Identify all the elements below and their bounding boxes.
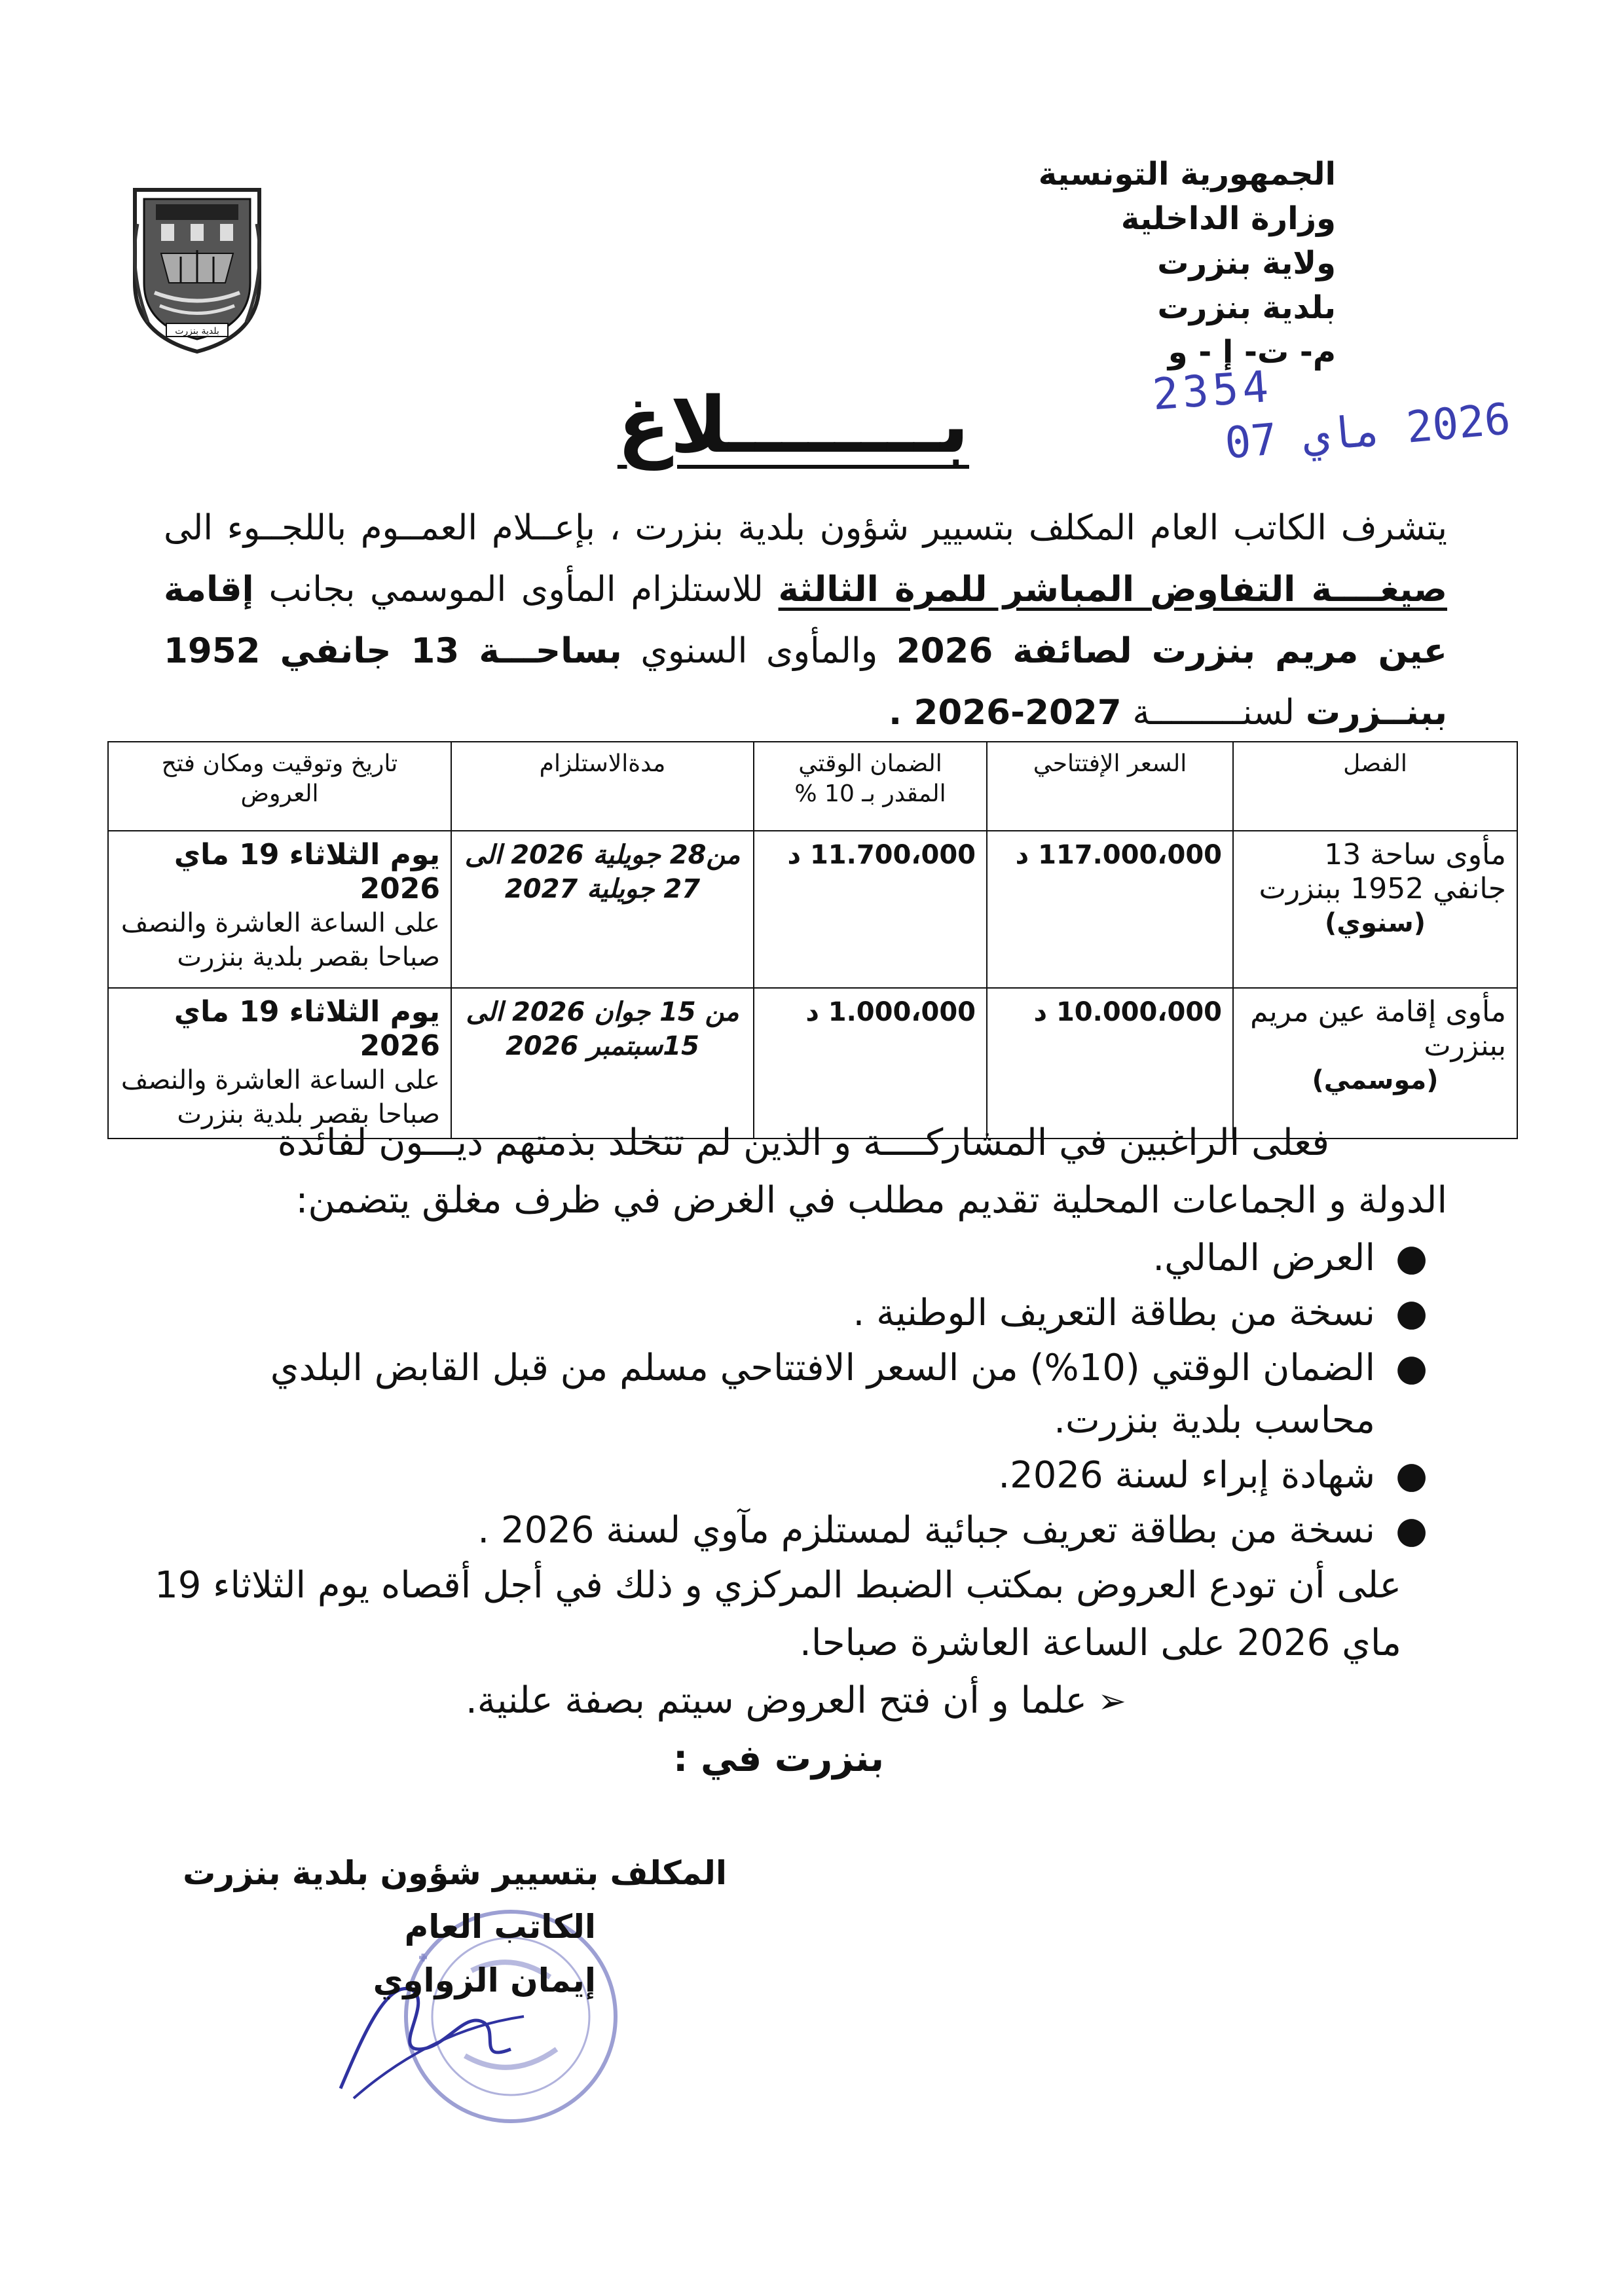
- letterhead-republic: الجمهورية التونسية: [1038, 156, 1336, 192]
- site-note: (سنوي): [1325, 908, 1426, 938]
- opening-date: يوم الثلاثاء 19 ماي 2026: [174, 995, 440, 1063]
- bullet-icon: ●: [1395, 1509, 1428, 1552]
- document-text: العرض المالي.: [1153, 1237, 1375, 1279]
- document-text: شهادة إبراء لسنة 2026.: [998, 1454, 1375, 1497]
- signature-block: [183, 1846, 727, 2007]
- public-opening-text: علما و أن فتح العروض سيتم بصفة علنية.: [466, 1679, 1087, 1722]
- letterhead-ministry: وزارة الداخلية: [1120, 200, 1336, 237]
- document-text: نسخة من بطاقة التعريف الوطنية .: [853, 1292, 1375, 1334]
- bullet-icon: ●: [1395, 1454, 1428, 1497]
- emblem-label: بلدية بنزرت: [175, 326, 219, 337]
- intro-part1: يتشرف الكاتب العام المكلف بتسيير شؤون بلدية بنزرت ، بإعــلام العمــوم باللجــوء الى: [164, 508, 1447, 548]
- intro-part3: للاستلزام المأوى الموسمي بجانب: [253, 570, 779, 610]
- document-text: نسخة من بطاقة تعريف جبائية لمستلزم مآوي لسنة 2026 .: [477, 1509, 1375, 1552]
- required-documents-list: [138, 1232, 1447, 1557]
- header-site: الفصل: [1233, 742, 1517, 831]
- header-period: مدةالاستلزام: [451, 742, 754, 831]
- reference-number: 2354: [1151, 361, 1274, 420]
- deadline-text: على أن تودع العروض بمكتب الضبط المركزي و ذلك في أجل أقصاه يوم الثلاثاء 19 ماي 2026 على الساعة العاشرة صباحا.: [155, 1564, 1401, 1664]
- bullet-icon: ●: [1395, 1237, 1428, 1279]
- cell-opening-price: 10.000،000 د: [987, 988, 1233, 1139]
- intro-annual-site: بساحـــة 13 جانفي 1952 ببنــزرت: [164, 631, 1447, 733]
- cell-opening-price: 117.000،000 د: [987, 831, 1233, 988]
- intro-procedure: صيغــــة التفاوض المباشر للمرة الثالثة: [778, 570, 1447, 610]
- intro-year: 2027-2026 .: [888, 693, 1122, 733]
- list-item: [138, 1504, 1447, 1557]
- place-date: بنزرت في :: [673, 1738, 884, 1780]
- site-name: مأوى إقامة عين مريم ببنزرت: [1250, 995, 1506, 1063]
- table-header-row: [108, 742, 1517, 831]
- lots-table: [107, 741, 1518, 1139]
- signatory-title: الكاتب العام: [404, 1908, 596, 1946]
- bullet-icon: ●: [1395, 1292, 1428, 1334]
- cell-guarantee: 1.000،000 د: [754, 988, 987, 1139]
- opening-time: على الساعة العاشرة والنصف: [120, 1065, 440, 1095]
- arrow-bullet-icon: ➢: [1086, 1682, 1126, 1721]
- opening-date: يوم الثلاثاء 19 ماي 2026: [174, 838, 440, 905]
- list-item: [138, 1449, 1447, 1502]
- site-note: (موسمي): [1312, 1065, 1439, 1095]
- public-opening-line: [138, 1672, 1447, 1730]
- bullet-icon: ●: [1395, 1347, 1428, 1389]
- signatory-office: المكلف بتسيير شؤون بلدية بنزرت: [183, 1854, 727, 1892]
- conditions-intro-line2: الدولة و الجماعات المحلية تقديم مطلب في الغرض في ظرف مغلق يتضمن:: [295, 1179, 1447, 1222]
- site-name: مأوى ساحة 13 جانفي 1952 ببنزرت: [1259, 838, 1506, 905]
- intro-part7: لسنـــــــــة: [1121, 693, 1306, 733]
- opening-place: صباحا بقصر بلدية بنزرت: [177, 1099, 440, 1129]
- letterhead-department: م- ت- إ - و: [1168, 334, 1336, 371]
- list-item: [138, 1342, 1447, 1447]
- letterhead-governorate: ولاية بنزرت: [1157, 245, 1336, 282]
- header-opening-price: السعر الإفتتاحي: [987, 742, 1233, 831]
- document-title: بــــــــلاغ: [617, 380, 969, 470]
- intro-paragraph: [164, 498, 1447, 744]
- list-item: [138, 1287, 1447, 1339]
- intro-seasonal-site: إقامة عين مريم بنزرت لصائفة 2026: [164, 570, 1448, 671]
- conditions-intro-line1: فعلى الراغبين في المشاركــــة و الذين لم تتخلد بذمتهم ديـــون لفائدة: [277, 1121, 1329, 1164]
- cell-site: [1233, 831, 1517, 988]
- cell-guarantee: 11.700،000 د: [754, 831, 987, 988]
- intro-part5: والمأوى السنوي: [621, 631, 896, 671]
- letterhead: [930, 152, 1336, 374]
- conditions-section: [138, 1114, 1447, 1788]
- signatory-name: إيمان الزواوي: [373, 1961, 596, 1999]
- cell-period: من28 جويلية 2026 الى 27 جويلية 2027: [451, 831, 754, 988]
- letterhead-municipality: بلدية بنزرت: [1157, 289, 1336, 326]
- opening-place: صباحا بقصر بلدية بنزرت: [177, 942, 440, 972]
- header-guarantee: الضمان الوقتي المقدر بـ 10 %: [754, 742, 987, 831]
- list-item: [138, 1232, 1447, 1285]
- municipal-emblem-icon: [128, 185, 266, 356]
- cell-opening: [108, 831, 451, 988]
- header-opening: تاريخ وتوقيت ومكان فتح العروض: [108, 742, 451, 831]
- table-row: [108, 831, 1517, 988]
- cell-period: من 15 جوان 2026 الى 15سبتمبر 2026: [451, 988, 754, 1139]
- opening-time: على الساعة العاشرة والنصف: [120, 908, 440, 938]
- document-text: الضمان الوقتي (10%) من السعر الافتتاحي مسلم من قبل القابض البلدي محاسب بلدية بنزرت.: [270, 1347, 1375, 1442]
- reference-date: 2026 ماي 07: [1223, 393, 1513, 469]
